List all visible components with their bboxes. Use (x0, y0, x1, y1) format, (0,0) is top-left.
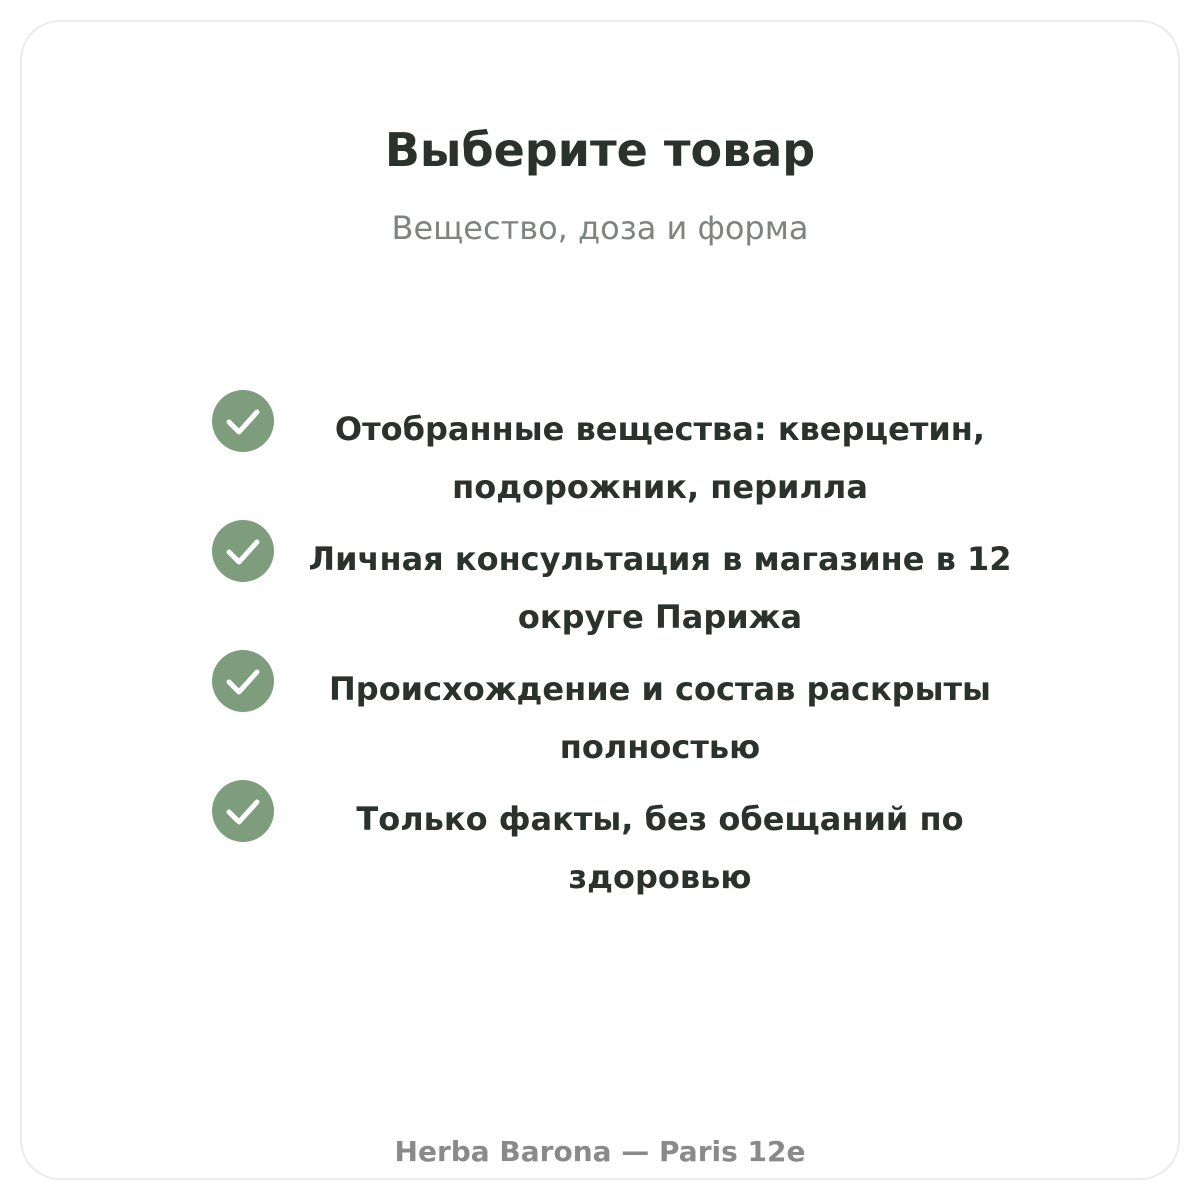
feature-text: Отобранные вещества: кверцетин, подорожник, перилла (334, 410, 986, 506)
feature-item (22, 514, 1178, 644)
page-subtitle: Вещество, доза и форма (391, 209, 809, 247)
feature-text: Только факты, без обещаний по здоровью (356, 800, 964, 896)
feature-item (22, 384, 1178, 514)
feature-text: Происхождение и состав раскрыты полностью (329, 670, 991, 766)
product-card (20, 20, 1180, 1180)
check-circle-icon (212, 780, 274, 842)
check-circle-icon (212, 390, 274, 452)
feature-text: Личная консультация в магазине в 12 округе Парижа (308, 540, 1012, 636)
check-circle-icon (212, 650, 274, 712)
feature-item (22, 644, 1178, 774)
feature-list (22, 384, 1178, 904)
page-title: Выберите товар (384, 123, 816, 177)
feature-item (22, 774, 1178, 904)
brand-footer: Herba Barona — Paris 12e (394, 1135, 806, 1168)
check-circle-icon (212, 520, 274, 582)
